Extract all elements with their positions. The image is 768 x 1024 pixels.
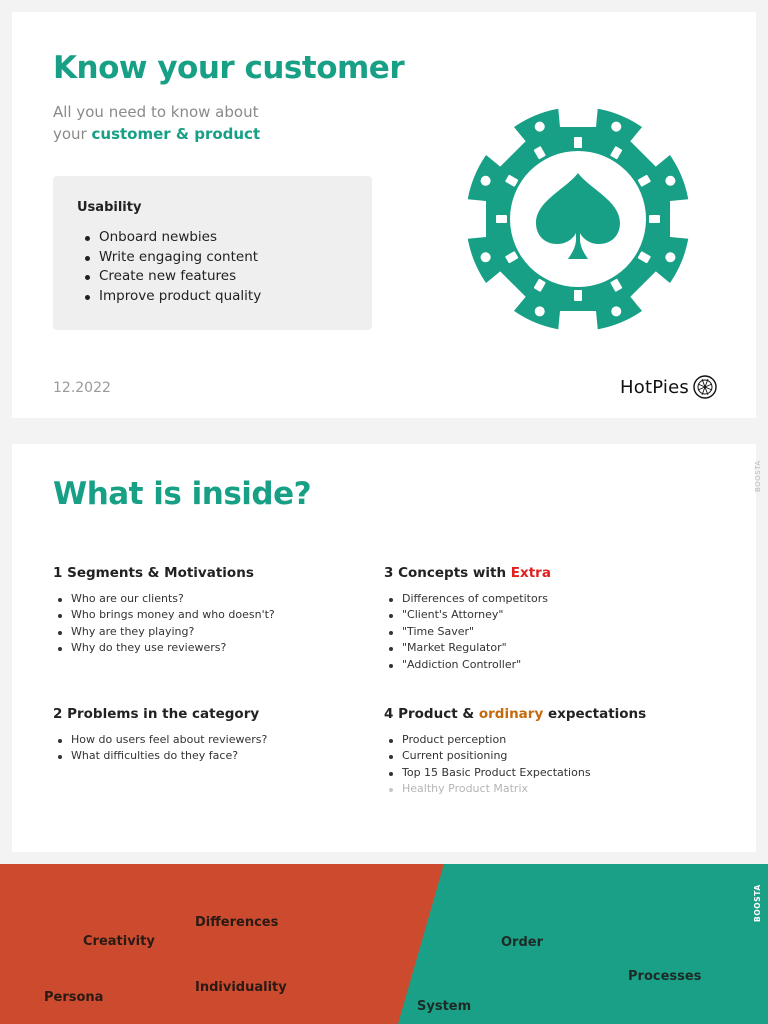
usability-item: Improve product quality <box>77 287 261 307</box>
section-list <box>384 591 704 673</box>
section-highlight: Extra <box>510 565 551 581</box>
usability-list <box>77 228 261 306</box>
list-item: Why are they playing? <box>53 624 373 640</box>
usability-title: Usability <box>77 200 142 215</box>
section-title-text: Problems in the category <box>67 706 260 722</box>
section-number: 2 <box>53 706 63 722</box>
keyword-persona: Persona <box>44 990 104 1005</box>
usability-item: Create new features <box>77 267 261 287</box>
keyword-order: Order <box>501 935 543 950</box>
list-item: "Client's Attorney" <box>384 607 704 623</box>
subtitle-prefix: your <box>53 125 92 143</box>
list-item: Differences of competitors <box>384 591 704 607</box>
section-concepts <box>384 565 704 673</box>
section-title <box>384 706 704 722</box>
section-highlight: ordinary <box>478 706 544 722</box>
slide-date: 12.2022 <box>53 380 111 396</box>
section-title <box>384 565 704 581</box>
usability-box <box>53 176 372 330</box>
section-title-end: expectations <box>543 706 647 722</box>
section-title-text: Concepts with <box>398 565 511 581</box>
list-item: Product perception <box>384 732 704 748</box>
boosta-watermark: BOOSTA <box>754 460 762 492</box>
brand-logo <box>620 375 717 399</box>
boosta-watermark: BOOSTA <box>753 884 762 922</box>
section-list <box>53 591 373 657</box>
list-item: Who brings money and who doesn't? <box>53 607 373 623</box>
list-item: "Addiction Controller" <box>384 657 704 673</box>
section-number: 1 <box>53 565 63 581</box>
keyword-processes: Processes <box>628 969 702 984</box>
list-item: Who are our clients? <box>53 591 373 607</box>
section-title-text: Segments & Motivations <box>67 565 254 581</box>
section-problems <box>53 706 373 765</box>
slide-title: What is inside? <box>53 476 312 512</box>
section-product-expectations <box>384 706 704 798</box>
list-item: "Market Regulator" <box>384 640 704 656</box>
brand-name: HotPies <box>620 376 689 398</box>
keyword-differences: Differences <box>195 915 279 930</box>
poker-chip-spade-icon <box>464 105 692 333</box>
slide-what-is-inside <box>12 444 756 852</box>
section-number: 3 <box>384 565 394 581</box>
keyword-creativity: Creativity <box>83 934 155 949</box>
section-title-text: Product & <box>398 706 479 722</box>
section-title <box>53 706 373 722</box>
list-item: Current positioning <box>384 748 704 764</box>
section-list <box>384 732 704 798</box>
slide-know-your-customer <box>12 12 756 418</box>
usability-item: Onboard newbies <box>77 228 261 248</box>
usability-item: Write engaging content <box>77 248 261 268</box>
keyword-system: System <box>417 999 472 1014</box>
slide-subtitle <box>53 101 260 145</box>
section-segments <box>53 565 373 657</box>
hotpies-logo-icon <box>693 375 717 399</box>
keyword-individuality: Individuality <box>195 980 287 995</box>
list-item: Top 15 Basic Product Expectations <box>384 765 704 781</box>
list-item: Healthy Product Matrix <box>384 781 704 797</box>
list-item: What difficulties do they face? <box>53 748 373 764</box>
section-number: 4 <box>384 706 394 722</box>
subtitle-accent: customer & product <box>91 125 261 143</box>
subtitle-line-1: All you need to know about <box>53 103 259 121</box>
section-list <box>53 732 373 765</box>
section-title <box>53 565 373 581</box>
slide-title: Know your customer <box>53 50 405 86</box>
slide-keywords <box>0 864 768 1024</box>
list-item: Why do they use reviewers? <box>53 640 373 656</box>
list-item: How do users feel about reviewers? <box>53 732 373 748</box>
list-item: "Time Saver" <box>384 624 704 640</box>
